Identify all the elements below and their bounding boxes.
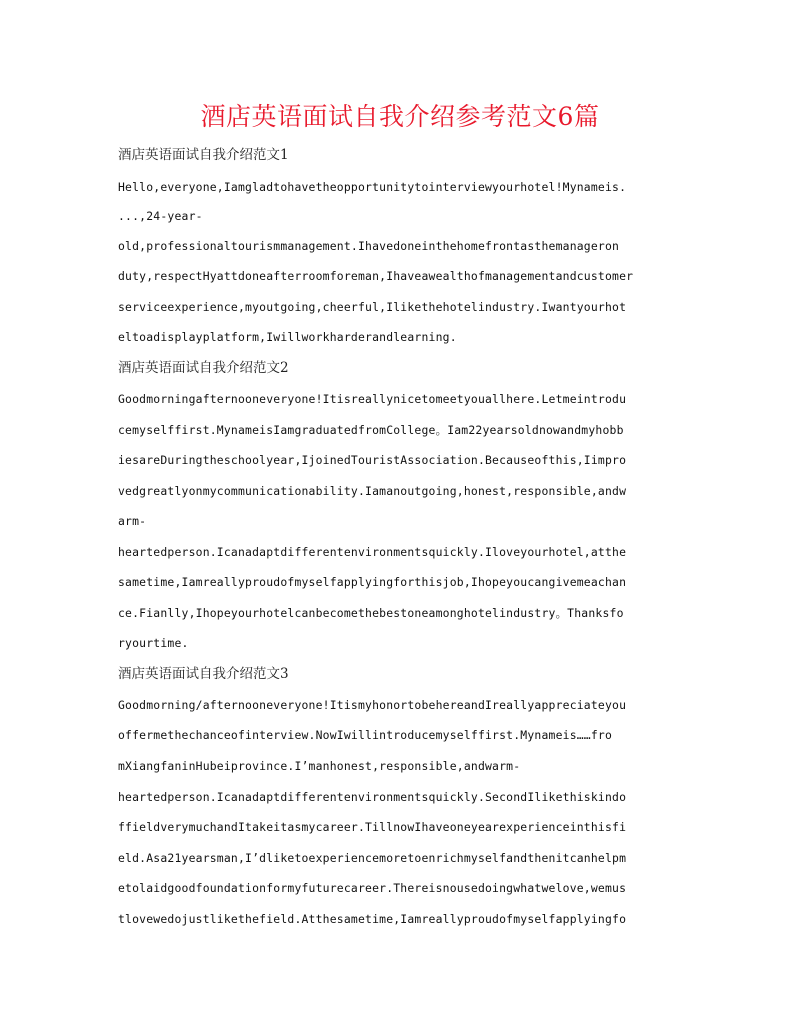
paragraph-line: iesareDuringtheschoolyear,IjoinedTouristAssociation.Becauseofthis,Iimpro: [118, 453, 627, 467]
paragraph-line: mXiangfaninHubeiprovince.I’manhonest,responsible,andwarm-: [118, 759, 521, 773]
section-heading-3: 酒店英语面试自我介绍范文3: [118, 666, 289, 682]
paragraph-line: offermethechanceofinterview.NowIwillintroducemyselffirst.Mynameis……fro: [118, 728, 613, 742]
paragraph-line: old,professionaltourismmanagement.Ihavedoneinthehomefrontasthemanageron: [118, 239, 620, 253]
paragraph-line: Goodmorning/afternooneveryone!ItismyhonortobehereandIreallyappreciateyou: [118, 698, 627, 712]
paragraph-line: duty,respectHyattdoneafterroomforeman,Ihaveawealthofmanagementandcustomer: [118, 269, 634, 283]
paragraph-line: Goodmorningafternooneveryone!Itisreallynicetomeetyouallhere.Letmeintrodu: [118, 392, 627, 406]
paragraph-line: Hello,everyone,Iamgladtohavetheopportunitytointerviewyourhotel!Mynameis.: [118, 180, 627, 194]
page-title: 酒店英语面试自我介绍参考范文6篇: [200, 102, 600, 131]
paragraph-line: ce.Fianlly,Ihopeyourhotelcanbecomethebestoneamonghotelindustry。Thanksfo: [118, 606, 624, 620]
paragraph-line: eld.Asa21yearsman,I’dliketoexperiencemoretoenrichmyselfandthenitcanhelpm: [118, 851, 627, 865]
paragraph-line: ryourtime.: [118, 636, 189, 650]
paragraph-line: heartedperson.Icanadaptdifferentenvironmentsquickly.Iloveyourhotel,atthe: [118, 545, 627, 559]
paragraph-line: arm-: [118, 514, 147, 528]
paragraph-line: cemyselffirst.MynameisIamgraduatedfromCollege。Iam22yearsoldnowandmyhobb: [118, 423, 624, 437]
paragraph-line: vedgreatlyonmycommunicationability.Iamanoutgoing,honest,responsible,andw: [118, 484, 627, 498]
paragraph-line: etolaidgoodfoundationformyfuturecareer.Thereisnousedoingwhatwelove,wemus: [118, 881, 627, 895]
paragraph-line: ...,24-year-: [118, 209, 203, 223]
paragraph-line: sametime,Iamreallyproudofmyselfapplyingforthisjob,Ihopeyoucangivemeachan: [118, 575, 627, 589]
paragraph-line: serviceexperience,myoutgoing,cheerful,Ilikethehotelindustry.Iwantyourhot: [118, 300, 627, 314]
section-heading-2: 酒店英语面试自我介绍范文2: [118, 360, 289, 376]
paragraph-line: ffieldverymuchandItakeitasmycareer.TillnowIhaveoneyearexperienceinthisfi: [118, 820, 627, 834]
paragraph-line: heartedperson.Icanadaptdifferentenvironmentsquickly.SecondIlikethiskindo: [118, 790, 627, 804]
paragraph-line: eltoadisplayplatform,Iwillworkharderandlearning.: [118, 330, 457, 344]
paragraph-line: tlovewedojustlikethefield.Atthesametime,Iamreallyproudofmyselfapplyingfo: [118, 912, 627, 926]
section-heading-1: 酒店英语面试自我介绍范文1: [118, 147, 289, 163]
